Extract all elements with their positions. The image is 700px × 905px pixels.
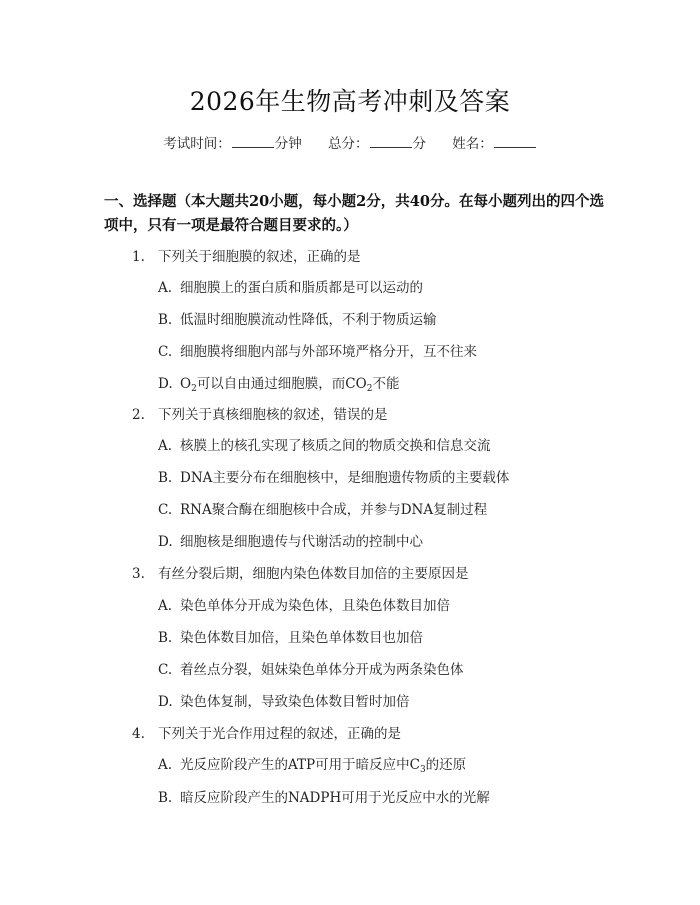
option-text: RNA聚合酶在细胞核中合成，并参与DNA复制过程 — [180, 502, 488, 518]
option-letter: A. — [158, 280, 173, 296]
name-field — [452, 132, 537, 152]
question-number: 1. — [132, 249, 145, 265]
question-stem: 有丝分裂后期，细胞内染色体数目加倍的主要原因是 — [158, 566, 469, 582]
question-stem: 下列关于细胞膜的叙述，正确的是 — [158, 249, 361, 265]
q3-option-b — [158, 626, 423, 646]
option-text: 染色单体分开成为染色体，且染色体数目加倍 — [180, 598, 450, 614]
option-letter: A. — [158, 438, 173, 454]
question-number: 4. — [132, 726, 145, 742]
option-text: 细胞核是细胞遗传与代谢活动的控制中心 — [180, 534, 423, 550]
q1-option-d — [158, 372, 399, 394]
subscript: 2 — [191, 384, 197, 394]
option-text: 染色体复制，导致染色体数目暂时加倍 — [180, 694, 410, 710]
option-text-part: O — [180, 376, 192, 392]
section-heading: 一、选择题（本大题共20小题，每小题2分，共40分。在每小题列出的四个选项中，只有一项是最符合题目要求的。） — [104, 193, 604, 234]
option-letter: B. — [158, 630, 173, 646]
time-field — [163, 132, 302, 152]
option-letter: C. — [158, 344, 173, 360]
question-stem: 下列关于光合作用过程的叙述，正确的是 — [158, 726, 401, 742]
option-text: 染色体数目加倍，且染色单体数目也加倍 — [180, 630, 423, 646]
score-blank — [370, 135, 412, 148]
question-stem: 下列关于真核细胞核的叙述，错误的是 — [158, 407, 388, 423]
score-field — [328, 132, 426, 152]
option-text: 低温时细胞膜流动性降低，不利于物质运输 — [180, 312, 437, 328]
score-unit: 分 — [412, 136, 426, 152]
option-letter: A. — [158, 598, 173, 614]
time-unit: 分钟 — [274, 136, 302, 152]
option-letter: B. — [158, 470, 173, 486]
q4-option-b — [158, 786, 490, 806]
option-text: 着丝点分裂，姐妹染色单体分开成为两条染色体 — [180, 662, 464, 678]
q2-option-b — [158, 466, 509, 486]
question-number: 3. — [132, 566, 145, 582]
option-text-part: 不能 — [372, 376, 400, 392]
q3-option-d — [158, 690, 410, 710]
option-text-part: 的还原 — [425, 757, 467, 773]
q2-option-d — [158, 530, 423, 550]
question-4 — [132, 722, 401, 742]
question-2 — [132, 403, 388, 423]
subscript: 2 — [366, 384, 373, 394]
question-number: 2. — [132, 407, 145, 423]
option-letter: A. — [158, 757, 173, 773]
option-text: DNA主要分布在细胞核中，是细胞遗传物质的主要载体 — [180, 470, 510, 486]
q1-option-b — [158, 308, 437, 328]
option-letter: D. — [158, 534, 173, 550]
question-3 — [132, 562, 469, 582]
q1-option-c — [158, 340, 477, 360]
q3-option-a — [158, 594, 450, 614]
q2-option-a — [158, 434, 491, 454]
name-label: 姓名： — [452, 136, 493, 152]
option-text-part: 可以自由通过细胞膜，而CO — [196, 376, 367, 392]
option-letter: B. — [158, 312, 173, 328]
time-label: 考试时间： — [163, 136, 231, 152]
name-blank — [494, 135, 536, 148]
option-text-part: 光反应阶段产生的ATP可用于暗反应中C — [180, 757, 420, 773]
page-title: 2026年生物高考冲刺及答案 — [189, 87, 511, 116]
option-text: 核膜上的核孔实现了核质之间的物质交换和信息交流 — [180, 438, 491, 454]
option-letter: C. — [158, 502, 173, 518]
option-letter: D. — [158, 376, 173, 392]
option-letter: C. — [158, 662, 173, 678]
score-label: 总分： — [328, 136, 369, 152]
option-text: 暗反应阶段产生的NADPH可用于光反应中水的光解 — [180, 790, 490, 806]
option-letter: D. — [158, 694, 173, 710]
q4-option-a — [158, 753, 466, 775]
q2-option-c — [158, 498, 487, 518]
q3-option-c — [158, 658, 464, 678]
time-blank — [232, 135, 274, 148]
question-1 — [132, 245, 361, 265]
exam-info-row — [0, 132, 700, 152]
subscript: 3 — [419, 765, 426, 775]
q1-option-a — [158, 276, 423, 296]
option-text: 细胞膜上的蛋白质和脂质都是可以运动的 — [180, 280, 423, 296]
option-text: 细胞膜将细胞内部与外部环境严格分开，互不往来 — [180, 344, 477, 360]
option-letter: B. — [158, 790, 173, 806]
